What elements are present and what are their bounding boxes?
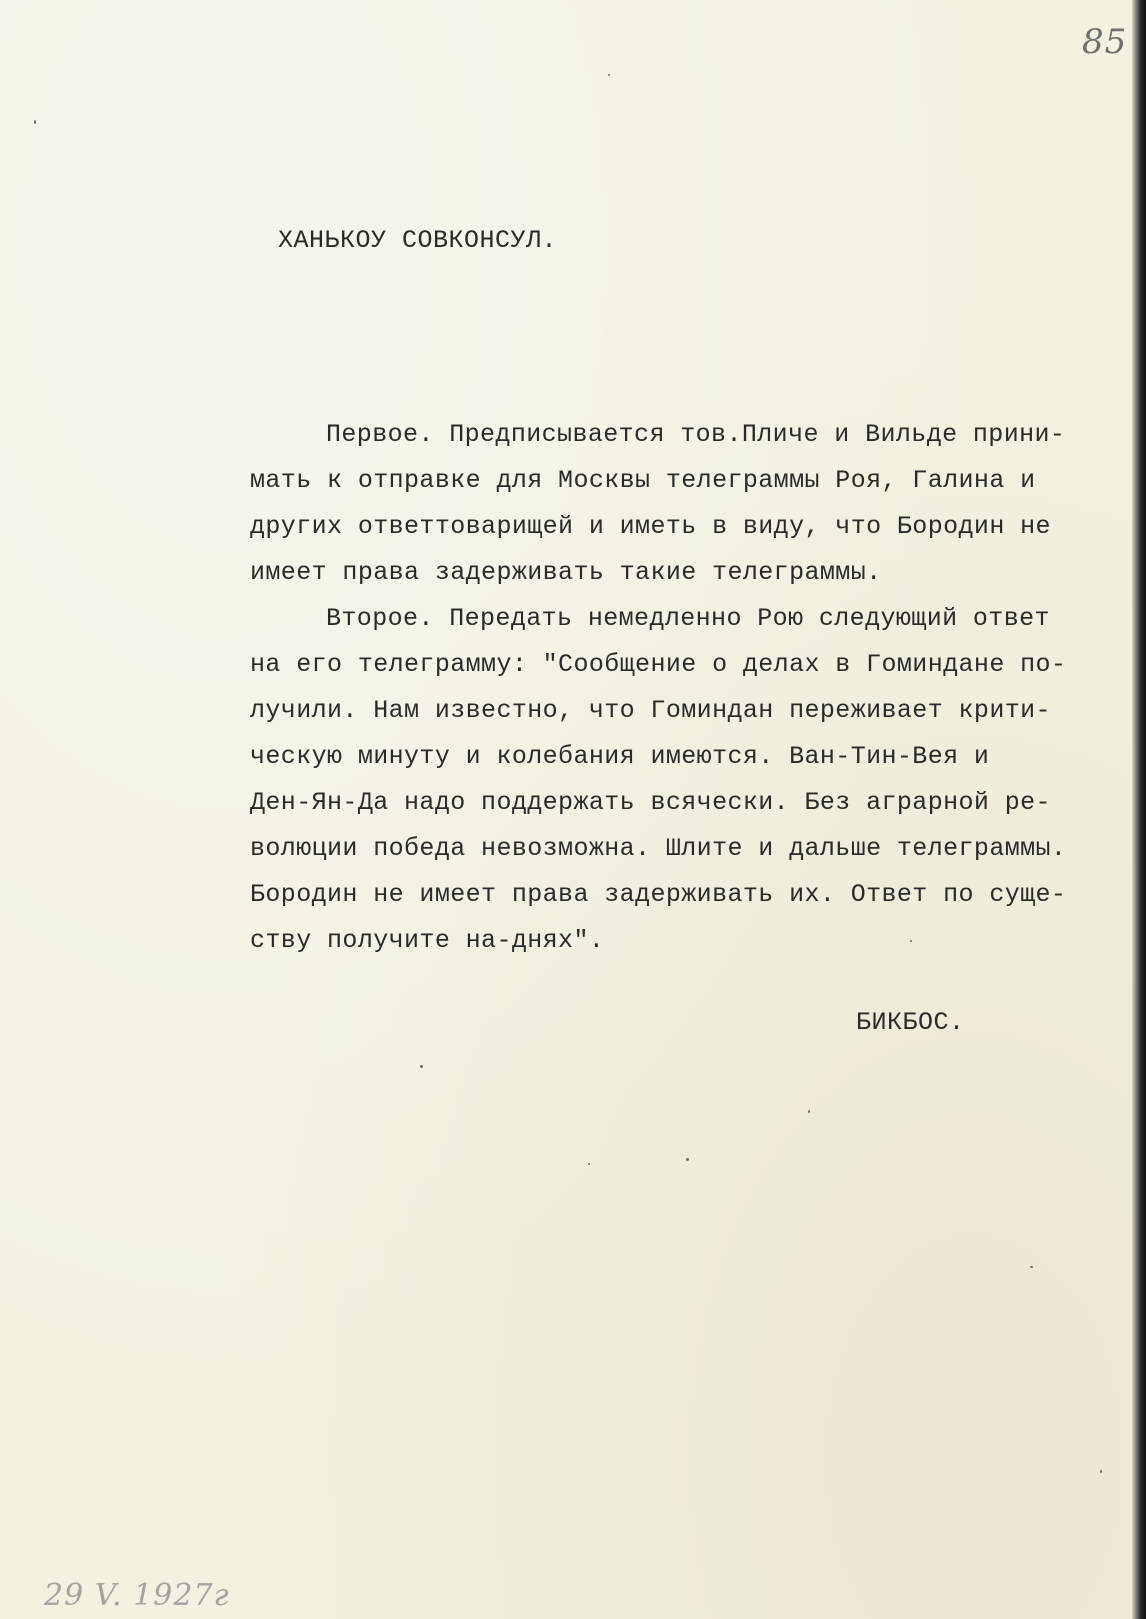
folio-number: 85: [1082, 22, 1128, 62]
body-line: Ден-Ян-Да надо поддержать всячески. Без аграрной ре-: [250, 788, 1051, 817]
paper-speck: [1100, 1470, 1102, 1473]
body-line: ству получите на-днях".: [250, 926, 605, 955]
paper-speck: [686, 1158, 689, 1161]
paper-speck: [420, 1065, 423, 1068]
body-line: Второе. Передать немедленно Рою следующий ответ: [326, 604, 1050, 633]
signature: БИКБОС.: [856, 1008, 965, 1037]
paper-speck: [808, 1110, 810, 1113]
body-line: имеет права задерживать такие телеграммы.: [250, 558, 882, 587]
paper-speck: [608, 74, 610, 76]
paper-speck: [910, 940, 912, 942]
body-line: лучили. Нам известно, что Гоминдан переживает крити-: [250, 696, 1051, 725]
body-line: Бородин не имеет права задерживать их. Ответ по суще-: [250, 880, 1067, 909]
addressee-heading: ХАНЬКОУ СОВКОНСУЛ.: [278, 226, 558, 255]
paper-speck: [1030, 1266, 1033, 1268]
paper-speck: [588, 1163, 590, 1165]
paper-speck: [34, 120, 36, 124]
body-line: на его телеграмму: "Сообщение о делах в Гоминдане по-: [250, 650, 1067, 679]
archive-date: 29 V. 1927г: [44, 1578, 230, 1613]
body-line: других ответтоварищей и иметь в виду, что Бородин не: [250, 512, 1051, 541]
body-line: волюции победа невозможна. Шлите и дальше телеграммы.: [250, 834, 1067, 863]
telegram-body: [250, 412, 1090, 964]
body-line: мать к отправке для Москвы телеграммы Роя, Галина и: [250, 466, 1036, 495]
body-line: ческую минуту и колебания имеются. Ван-Тин-Вея и: [250, 742, 990, 771]
body-line: Первое. Предписывается тов.Пличе и Вильде прини-: [326, 420, 1066, 449]
